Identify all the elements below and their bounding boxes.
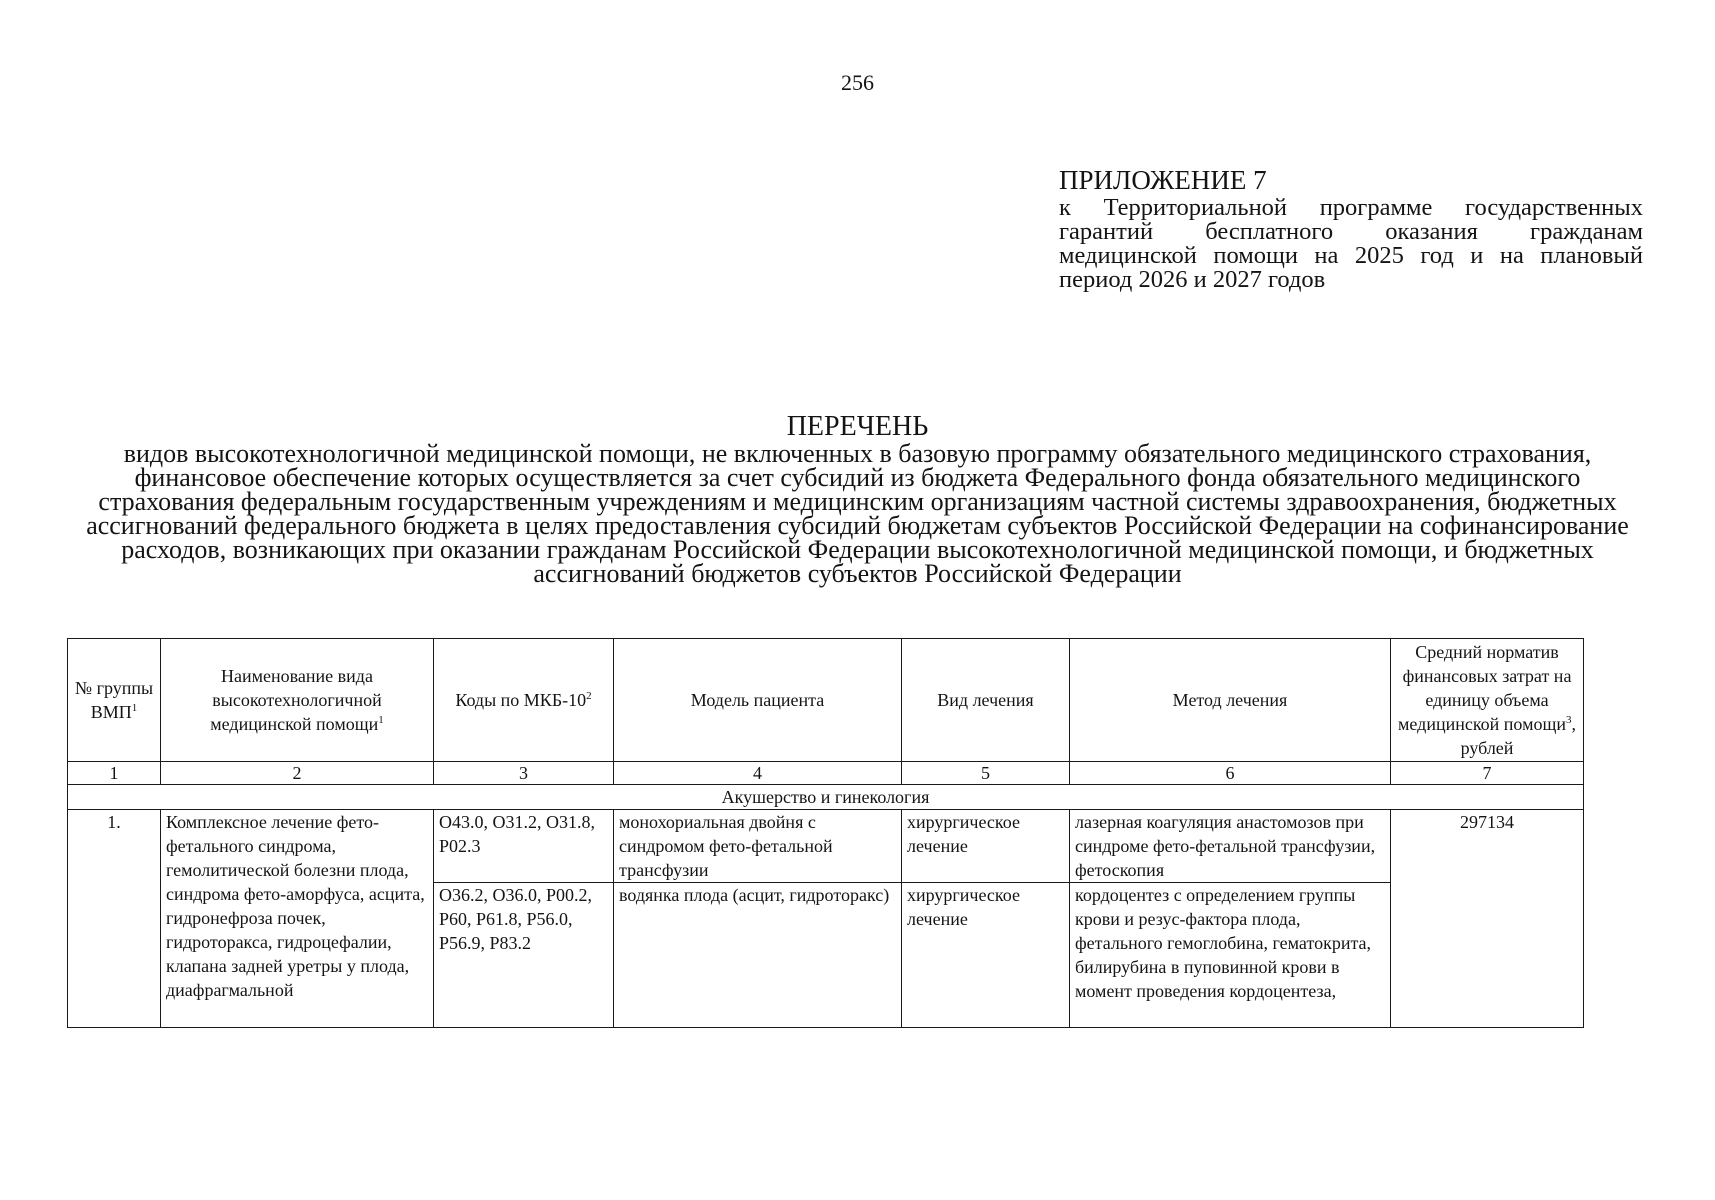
header-cost-unit: , рублей <box>1460 714 1576 758</box>
group-cost: 297134 <box>1391 810 1584 1028</box>
header-codes-text: Коды по МКБ-10 <box>455 690 587 710</box>
document-heading <box>70 412 1645 586</box>
column-number: 7 <box>1391 762 1584 785</box>
row-treatment-type: хирургическое лечение <box>902 883 1070 1028</box>
header-model: Модель пациента <box>614 639 902 762</box>
page-number: 256 <box>841 70 874 95</box>
header-method: Метод лечения <box>1070 639 1391 762</box>
row-treatment-type: хирургическое лечение <box>902 810 1070 883</box>
vmp-table <box>67 638 1584 1028</box>
table-row <box>68 810 1584 883</box>
row-codes: O43.0, O31.2, O31.8, P02.3 <box>434 810 614 883</box>
footnote-1-marker: 1 <box>131 702 138 714</box>
header-cost <box>1391 639 1584 762</box>
header-name-text: Наименование вида высокотехнологичной медицинской помощи <box>210 666 382 734</box>
row-model: монохориальная двойня с синдромом фето-фетальной трансфузии <box>614 810 902 883</box>
footnote-3-marker: 3 <box>1565 714 1572 726</box>
appendix-block <box>1059 166 1643 292</box>
appendix-title: ПРИЛОЖЕНИЕ 7 <box>1059 165 1267 195</box>
row-codes: O36.2, O36.0, P00.2, P60, P61.8, P56.0, P56.9, P83.2 <box>434 883 614 1028</box>
header-cost-text: Средний норматив финансовых затрат на единицу объема медицинской помощи <box>1398 642 1572 734</box>
column-number: 6 <box>1070 762 1391 785</box>
column-number: 2 <box>161 762 434 785</box>
group-name: Комплексное лечение фето-фетального синдрома, гемолитической болезни плода, синдрома фето-аморфуса, асцита, гидронефроза почек, гидроторакса, гидроцефалии, клапана задней уретры у плода, диафрагмальной <box>161 810 434 1028</box>
header-name <box>161 639 434 762</box>
column-number: 5 <box>902 762 1070 785</box>
heading-title: ПЕРЕЧЕНЬ <box>786 411 929 442</box>
row-method: кордоцентез с определением группы крови и резус-фактора плода, фетального гемоглобина, гематокрита, билирубина в пуповинной крови в момент проведения кордоцентеза, <box>1070 883 1391 1028</box>
row-method: лазерная коагуляция анастомозов при синдроме фето-фетальной трансфузии, фетоскопия <box>1070 810 1391 883</box>
appendix-text: к Территориальной программе государственных гарантий бесплатного оказания гражданам медицинской помощи на 2025 год и на плановый период 2026 и 2027 годов <box>1059 194 1643 293</box>
footnote-1-marker: 1 <box>378 714 384 726</box>
table-header-row <box>68 639 1584 762</box>
header-codes <box>434 639 614 762</box>
column-number-row <box>68 762 1584 785</box>
footnote-2-marker: 2 <box>586 690 592 702</box>
section-title: Акушерство и гинекология <box>68 785 1584 810</box>
column-number: 1 <box>68 762 161 785</box>
column-number: 4 <box>614 762 902 785</box>
row-model: водянка плода (асцит, гидроторакс) <box>614 883 902 1028</box>
column-number: 3 <box>434 762 614 785</box>
group-number: 1. <box>68 810 161 1028</box>
header-treatment-type: Вид лечения <box>902 639 1070 762</box>
section-row <box>68 785 1584 810</box>
header-group-no <box>68 639 161 762</box>
heading-subtitle: видов высокотехнологичной медицинской помощи, не включенных в базовую программу обязательного медицинского страхования, финансовое обеспечение которых осуществляется за счет субсидий из бюджета Федерального фонда обязательного медицинского страхования федеральным государственным учреждениям и медицинским организациям частной системы здравоохранения, бюджетных ассигнований федерального бюджета в целях предоставления субсидий бюджетам субъектов Российской Федерации на софинансирование расходов, возникающих при оказании гражданам Российской Федерации высокотехнологичной медицинской помощи, и бюджетных ассигнований бюджетов субъектов Российской Федерации <box>86 439 1629 588</box>
header-group-no-text: № группы ВМП <box>74 678 154 722</box>
